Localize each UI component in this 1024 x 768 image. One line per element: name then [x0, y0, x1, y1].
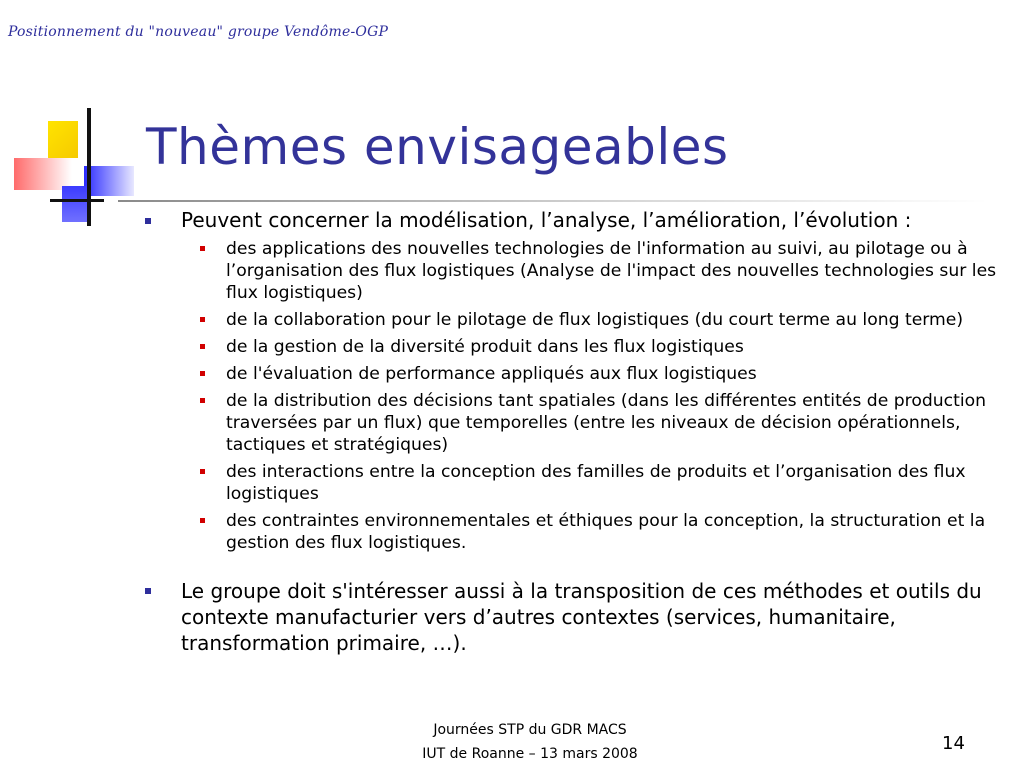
header-title: Positionnement du "nouveau" groupe Vendôme-OGP: [8, 24, 389, 40]
slide-title: Thèmes envisageables: [146, 118, 729, 176]
sub-bullet-list: [143, 238, 1003, 554]
slide-content: [143, 208, 1003, 656]
bullet-text: Le groupe doit s'intéresser aussi à la transposition de ces méthodes et outils du contexte manufacturier vers d’autres contextes (services, humanitaire, transformation primaire, …).: [181, 579, 982, 655]
page-number: 14: [942, 733, 965, 754]
sub-bullet-text: des applications des nouvelles technologies de l'information au suivi, au pilotage ou à l’organisation des flux logistiques (Analyse de l'impact des nouvelles technologies sur les flux logistiques): [226, 239, 997, 303]
sub-bullet-item: [143, 510, 1003, 554]
sub-bullet-text: de la collaboration pour le pilotage de flux logistiques (du court terme au long terme): [226, 310, 964, 330]
sub-bullet-item: [143, 390, 1003, 456]
bullet-text: Peuvent concerner la modélisation, l’analyse, l’amélioration, l’évolution :: [181, 208, 912, 232]
square-bullet-icon: [145, 218, 151, 224]
bullet-item: [143, 578, 1003, 656]
square-bullet-icon: [200, 246, 205, 251]
decorative-logo-blocks: [0, 0, 140, 240]
square-bullet-icon: [200, 398, 205, 403]
horizontal-line: [50, 199, 104, 202]
sub-bullet-item: [143, 309, 1003, 331]
footer: [380, 718, 680, 766]
blue-block: [84, 166, 134, 196]
sub-bullet-item: [143, 336, 1003, 358]
sub-bullet-text: des contraintes environnementales et éthiques pour la conception, la structuration et la gestion des flux logistiques.: [226, 511, 986, 553]
square-bullet-icon: [200, 518, 205, 523]
square-bullet-icon: [200, 344, 205, 349]
yellow-block: [48, 121, 78, 163]
title-divider: [118, 200, 988, 202]
square-bullet-icon: [200, 371, 205, 376]
bullet-item: [143, 208, 1003, 232]
sub-bullet-item: [143, 363, 1003, 385]
sub-bullet-item: [143, 238, 1003, 304]
sub-bullet-text: de l'évaluation de performance appliqués aux flux logistiques: [226, 364, 757, 384]
square-bullet-icon: [200, 469, 205, 474]
blue-block-lower: [62, 186, 90, 222]
sub-bullet-text: des interactions entre la conception des familles de produits et l’organisation des flux logistiques: [226, 462, 966, 504]
vertical-line: [87, 108, 91, 226]
sub-bullet-text: de la distribution des décisions tant spatiales (dans les différentes entités de production traversées par un flux) que temporelles (entre les niveaux de décision opérationnels, tactiques et stratégiques): [226, 391, 987, 455]
footer-line-place-date: IUT de Roanne – 13 mars 2008: [422, 746, 638, 762]
square-bullet-icon: [145, 588, 151, 594]
sub-bullet-item: [143, 461, 1003, 505]
sub-bullet-text: de la gestion de la diversité produit dans les flux logistiques: [226, 337, 744, 357]
square-bullet-icon: [200, 317, 205, 322]
footer-line-event: Journées STP du GDR MACS: [433, 722, 627, 738]
